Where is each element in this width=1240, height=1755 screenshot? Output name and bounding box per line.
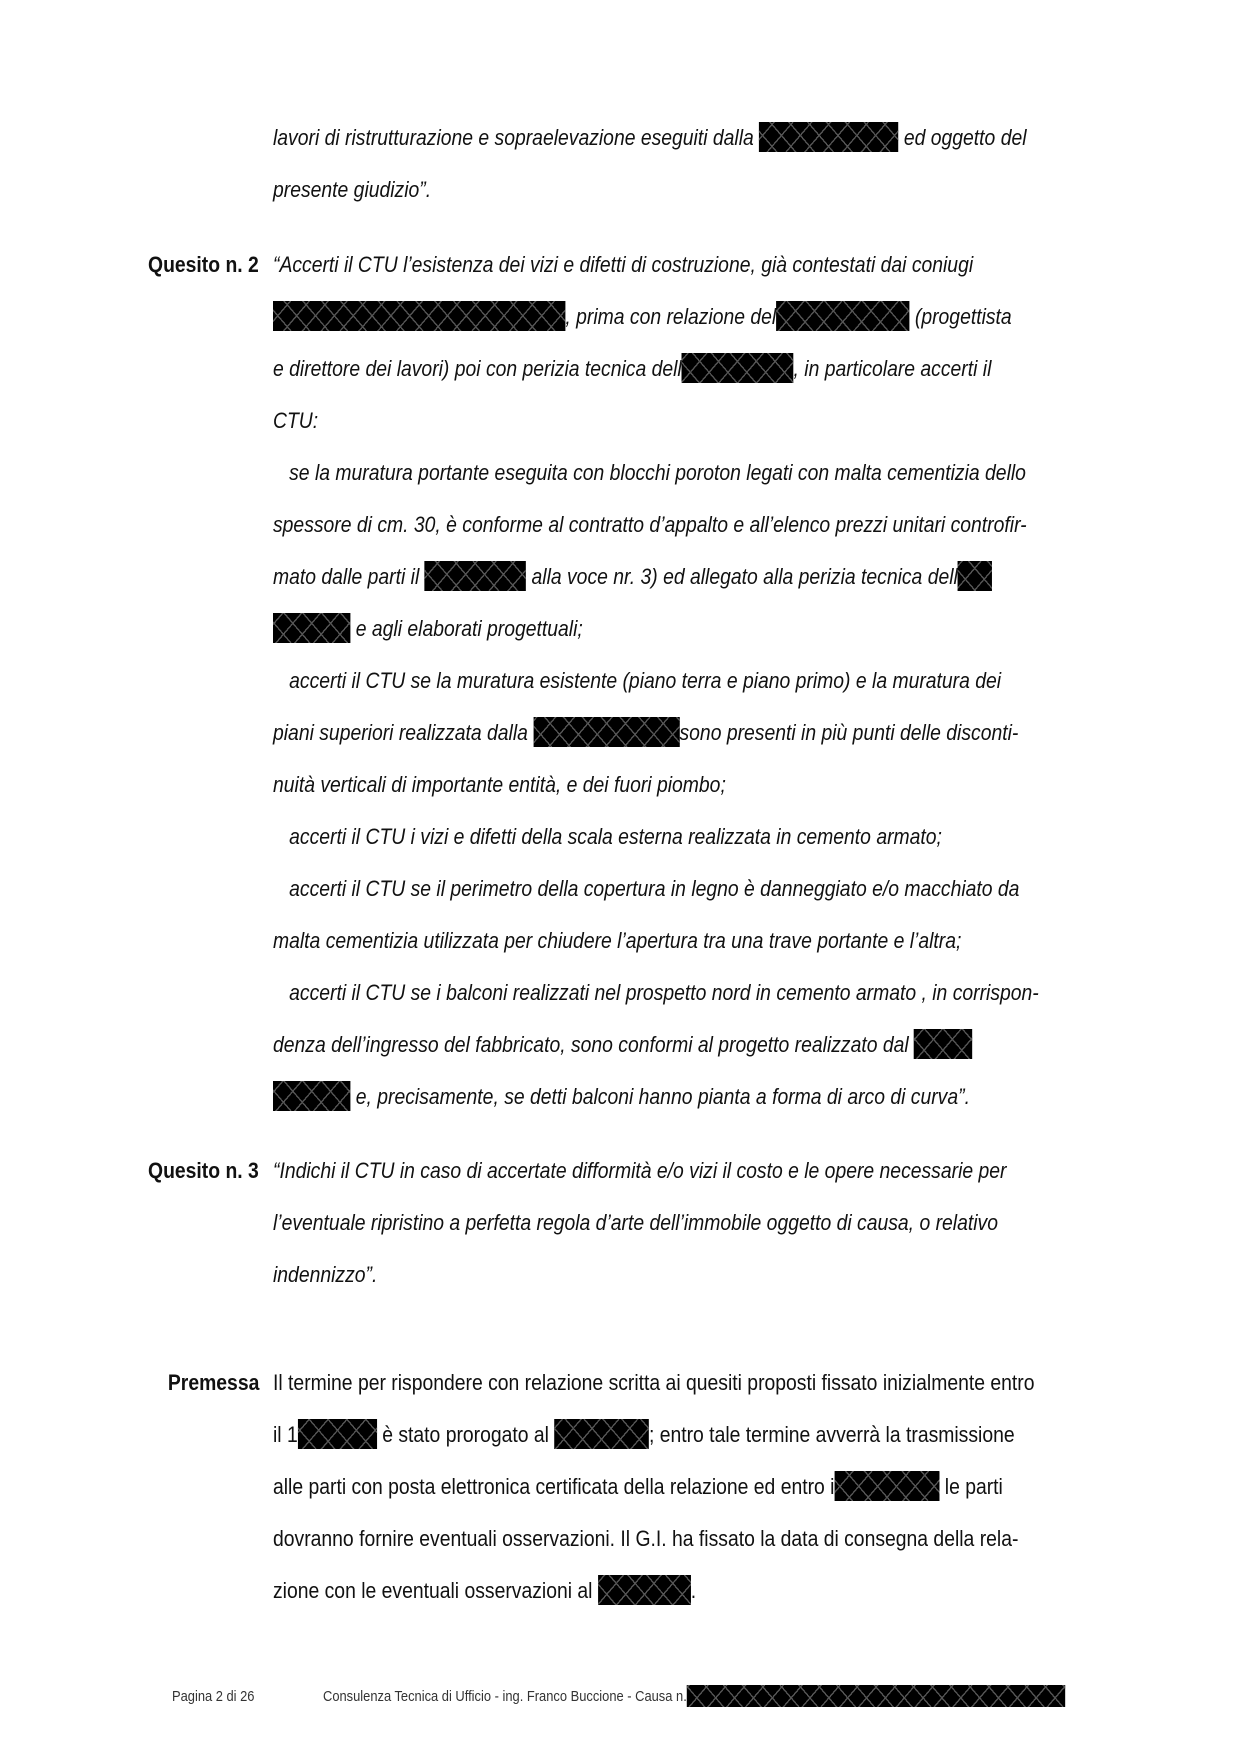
redaction-block: [914, 1029, 972, 1059]
text: alle parti con posta elettronica certificata della relazione ed entro i: [273, 1474, 835, 1499]
premessa-line-4: dovranno fornire eventuali osservazioni. Il G.I. ha fissato la data di consegna della rela-: [273, 1526, 1019, 1551]
q2-bullet-5-line-1: accerti il CTU se i balconi realizzati nel prospetto nord in cemento armato , in corrispon-: [273, 980, 1039, 1005]
quesito-3-label: Quesito n. 3: [148, 1158, 259, 1183]
premessa-label: Premessa: [167, 1370, 259, 1395]
redaction-block: [687, 1685, 1065, 1707]
text: piani superiori realizzata dalla: [273, 720, 534, 745]
text: e direttore dei lavori) poi con perizia tecnica dell: [273, 356, 682, 381]
q2-bullet-1-line-2: spessore di cm. 30, è conforme al contratto d’appalto e all’elenco prezzi unitari controfir-: [273, 512, 1027, 537]
q2-line-4: CTU:: [273, 408, 319, 433]
text: .: [690, 1578, 697, 1603]
q2-bullet-3-line-1: accerti il CTU i vizi e difetti della scala esterna realizzata in cemento armato;: [273, 824, 942, 849]
q2-bullet-2-line-2: [273, 718, 1019, 748]
premessa-line-2: [273, 1420, 1015, 1450]
text: mato dalle parti il: [273, 564, 425, 589]
redaction-block: [759, 122, 898, 152]
redaction-block: [554, 1419, 649, 1449]
redaction-block: [682, 353, 794, 383]
text: ed oggetto del: [898, 125, 1027, 150]
redaction-block: [273, 1081, 350, 1111]
q2-bullet-2-line-1: accerti il CTU se la muratura esistente (piano terra e piano primo) e la muratura dei: [273, 668, 1002, 693]
q2-bullet-1-line-1: se la muratura portante eseguita con blocchi poroton legati con malta cementizia dello: [273, 460, 1026, 485]
intro-line-1: [273, 123, 1027, 153]
redaction-block: [425, 561, 526, 591]
q2-line-3: [273, 354, 992, 384]
text: alla voce nr. 3) ed allegato alla perizia tecnica dell: [526, 564, 958, 589]
redaction-block: [273, 613, 350, 643]
premessa-line-1: Il termine per rispondere con relazione scritta ai quesiti proposti fissato inizialmente entro: [273, 1370, 1035, 1395]
text: (progettista: [909, 304, 1012, 329]
text: ; entro tale termine avverrà la trasmissione: [648, 1422, 1015, 1447]
redaction-block: [958, 561, 992, 591]
redaction-block: [776, 301, 909, 331]
footer-page-number: Pagina 2 di 26: [172, 1688, 255, 1705]
q2-line-2: [273, 302, 1012, 332]
text: le parti: [939, 1474, 1003, 1499]
footer-text: [323, 1685, 1065, 1709]
premessa-line-3: [273, 1472, 1003, 1502]
q3-line-2: l’eventuale ripristino a perfetta regola d’arte dell’immobile oggetto di causa, o relativo: [273, 1210, 998, 1235]
premessa-line-5: [273, 1576, 983, 1606]
redaction-block: [834, 1471, 939, 1501]
q2-bullet-5-line-3: [273, 1082, 983, 1112]
text: è stato prorogato al: [376, 1422, 555, 1447]
q2-line-1: “Accerti il CTU l’esistenza dei vizi e difetti di costruzione, già contestati dai coniugi: [273, 252, 974, 277]
text: , prima con relazione del: [565, 304, 777, 329]
quesito-2-label: Quesito n. 2: [148, 252, 259, 277]
intro-line-2: presente giudizio”.: [273, 177, 432, 202]
redaction-block: [273, 301, 565, 331]
text: il 1: [273, 1422, 298, 1447]
redaction-block: [598, 1575, 691, 1605]
redaction-block: [298, 1419, 377, 1449]
q3-line-1: “Indichi il CTU in caso di accertate difformità e/o vizi il costo e le opere necessarie per: [273, 1158, 1007, 1183]
q2-bullet-1-line-3: [273, 562, 983, 592]
redaction-block: [533, 717, 679, 747]
text: e agli elaborati progettuali;: [350, 616, 583, 641]
text: e, precisamente, se detti balconi hanno pianta a forma di arco di curva”.: [350, 1084, 970, 1109]
q3-line-3: indennizzo”.: [273, 1262, 378, 1287]
text: lavori di ristrutturazione e sopraelevazione eseguiti dalla: [273, 125, 760, 150]
text: zione con le eventuali osservazioni al: [273, 1578, 598, 1603]
text: sono presenti in più punti delle disconti-: [679, 720, 1019, 745]
text: Consulenza Tecnica di Ufficio - ing. Franco Buccione - Causa n.: [323, 1688, 687, 1705]
q2-bullet-5-line-2: [273, 1030, 983, 1060]
text: , in particolare accerti il: [793, 356, 992, 381]
text: denza dell’ingresso del fabbricato, sono conformi al progetto realizzato dal: [273, 1032, 915, 1057]
q2-bullet-4-line-1: accerti il CTU se il perimetro della copertura in legno è danneggiato e/o macchiato da: [273, 876, 1020, 901]
q2-bullet-2-line-3: nuità verticali di importante entità, e dei fuori piombo;: [273, 772, 726, 797]
q2-bullet-1-line-4: [273, 614, 983, 644]
q2-bullet-4-line-2: malta cementizia utilizzata per chiudere l’apertura tra una trave portante e l’altra;: [273, 928, 962, 953]
